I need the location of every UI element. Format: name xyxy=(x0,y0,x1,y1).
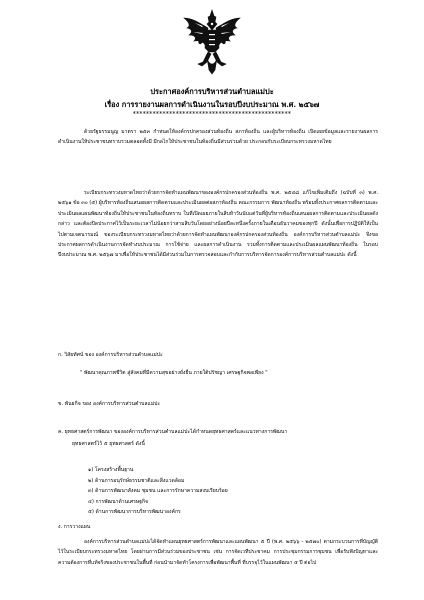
vision-statement: " พัฒนาคุณภาพชีวิต สู่สังคมที่มีความสุขอย่างยั่งยืน ภายใต้ปรัชญา เศรษฐกิจพอเพียง " xyxy=(80,370,268,376)
document-title: ประกาศองค์การบริหารส่วนตำบลแม่ปะ xyxy=(150,87,274,96)
list-item: ๓) ด้านการพัฒนาสังคม ชุมชน และการรักษาความสงบเรียบร้อย xyxy=(88,488,228,495)
separator-line: ************************************************ xyxy=(132,111,292,118)
section-planning-heading: ง. การวางแผน xyxy=(58,524,91,530)
garuda-emblem xyxy=(181,8,243,76)
list-item: ๕) ด้านการพัฒนาการบริหารพัฒนาองค์กร xyxy=(88,509,181,516)
section-vision-heading: ก. วิสัยทัศน์ ของ องค์การบริหารส่วนตำบลแม่ปะ xyxy=(58,352,163,358)
regulation-paragraph: ระเบียบกระทรวงมหาดไทยว่าด้วยการจัดทำแผนพัฒนาขององค์กรปกครองส่วนท้องถิ่น พ.ศ. ๒๕๔๘ แก้ไขเพิ่มเติมถึง (ฉบับที่ ๓) พ.ศ. ๒๕๖๑ ข้อ ๓๐ (๕) ผู้บริหารท้องถิ่นเสนอผลการติดตามและประเมินผลต่อสภาท้องถิ่น คณะกรรมการ พัฒนาท้องถิ่น พร้อมทั้งประกาศผลการติดตามและประเมินผลแผนพัฒนาท้องถิ่นให้ประชาชนในท้องถิ่นทราบ ในที่เปิดเผยภายในสิบห้าวันนับแต่วันที่ผู้บริหารท้องถิ่นเสนอผลการติดตามและประเมินผลดังกล่าว และต้องปิดประกาศไว้เป็นระยะเวลาไม่น้อยกว่าสามสิบวันโดยอย่างน้อยปีละหนึ่งครั้งภายในเดือนธันวาคมของทุกปี ดังนั้นเพื่อการปฏิบัติให้เป็นไปตามเจตนารมณ์ ของระเบียบกระทรวงมหาดไทยว่าด้วยการจัดทำแผนพัฒนาองค์กรปกครองส่วนท้องถิ่น องค์การบริหารส่วนตำบลแม่ปะ จึงขอประกาศผลการดำเนินงานการจัดทำงบประมาณ การใช้จ่าย และผลการดำเนินงาน รวมทั้งการติดตามและประเมินผลแผนพัฒนาท้องถิ่น ในรอบปีงบประมาณ พ.ศ. ๒๕๖๗ มาเพื่อให้ประชาชนได้มีส่วนร่วมในการตรวจสอบและกำกับการบริหารจัดการองค์การบริหารส่วนตำบลแม่ปะ ดังนี้ xyxy=(58,190,378,259)
list-item: ๑) โครงสร้างพื้นฐาน xyxy=(88,467,134,473)
intro-paragraph: ด้วยรัฐธรรมนูญ มาตรา ๒๕๓ กำหนดให้องค์กรปกครองส่วนท้องถิ่น สภาท้องถิ่น และผู้บริหารท้องถิ่น เปิดเผยข้อมูลและรายงานผลการดำเนินงานให้ประชาชนทราบรวมตลอดทั้งมี มีกลไกให้ประชาชนในท้องถิ่นมีส่วนร่วมด้วย ประกอบกับระเบียบกระทรวงมหาดไทย xyxy=(58,129,378,146)
section-strategy-heading: ค. ยุทธศาสตร์การพัฒนา ขององค์การบริหารส่วนตำบลแม่ปะได้กำหนดยุทธศาสตร์และแนวทางการพัฒนา xyxy=(58,429,288,435)
planning-paragraph: องค์การบริหารส่วนตำบลแม่ปะได้จัดทำแผนยุทธศาสตร์การพัฒนาและแผนพัฒนา ๕ ปี (พ.ศ. ๒๕๖๖ - ๒๕๗๐) ตามกระบวนการที่บัญญัติไว้ในระเบียบกระทรวงมหาดไทย โดยผ่านการมีส่วนร่วมของประชาชน เช่น การจัดเวทีประชาคม การประชุมกรรมการชุมชน เพื่อรับฟังปัญหาและความต้องการที่แท้จริงของประชาชนในพื้นที่ ก่อนนำมาจัดทำโครงการเพื่อพัฒนาพื้นที่ ที่บรรจุไว้ในแผนพัฒนา ๕ ปี ต่อไป xyxy=(58,539,378,566)
section-mission-heading: ข. พันธกิจ ของ องค์การบริหารส่วนตำบลแม่ปะ xyxy=(58,401,161,407)
section-strategy-subheading: ยุทธศาสตร์ไว้ ๕ ยุทธศาสตร์ ดังนี้ xyxy=(72,441,145,447)
list-item: ๒) ด้านการอนุรักษ์ธรรมชาติและสิ่งแวดล้อม xyxy=(88,477,185,484)
strategy-list xyxy=(88,465,228,518)
document-subject: เรื่อง การรายงานผลการดำเนินงานในรอบปีงบประมาณ พ.ศ. ๒๕๖๗ xyxy=(104,100,320,109)
list-item: ๔) การพัฒนาด้านเศรษฐกิจ xyxy=(88,498,149,505)
